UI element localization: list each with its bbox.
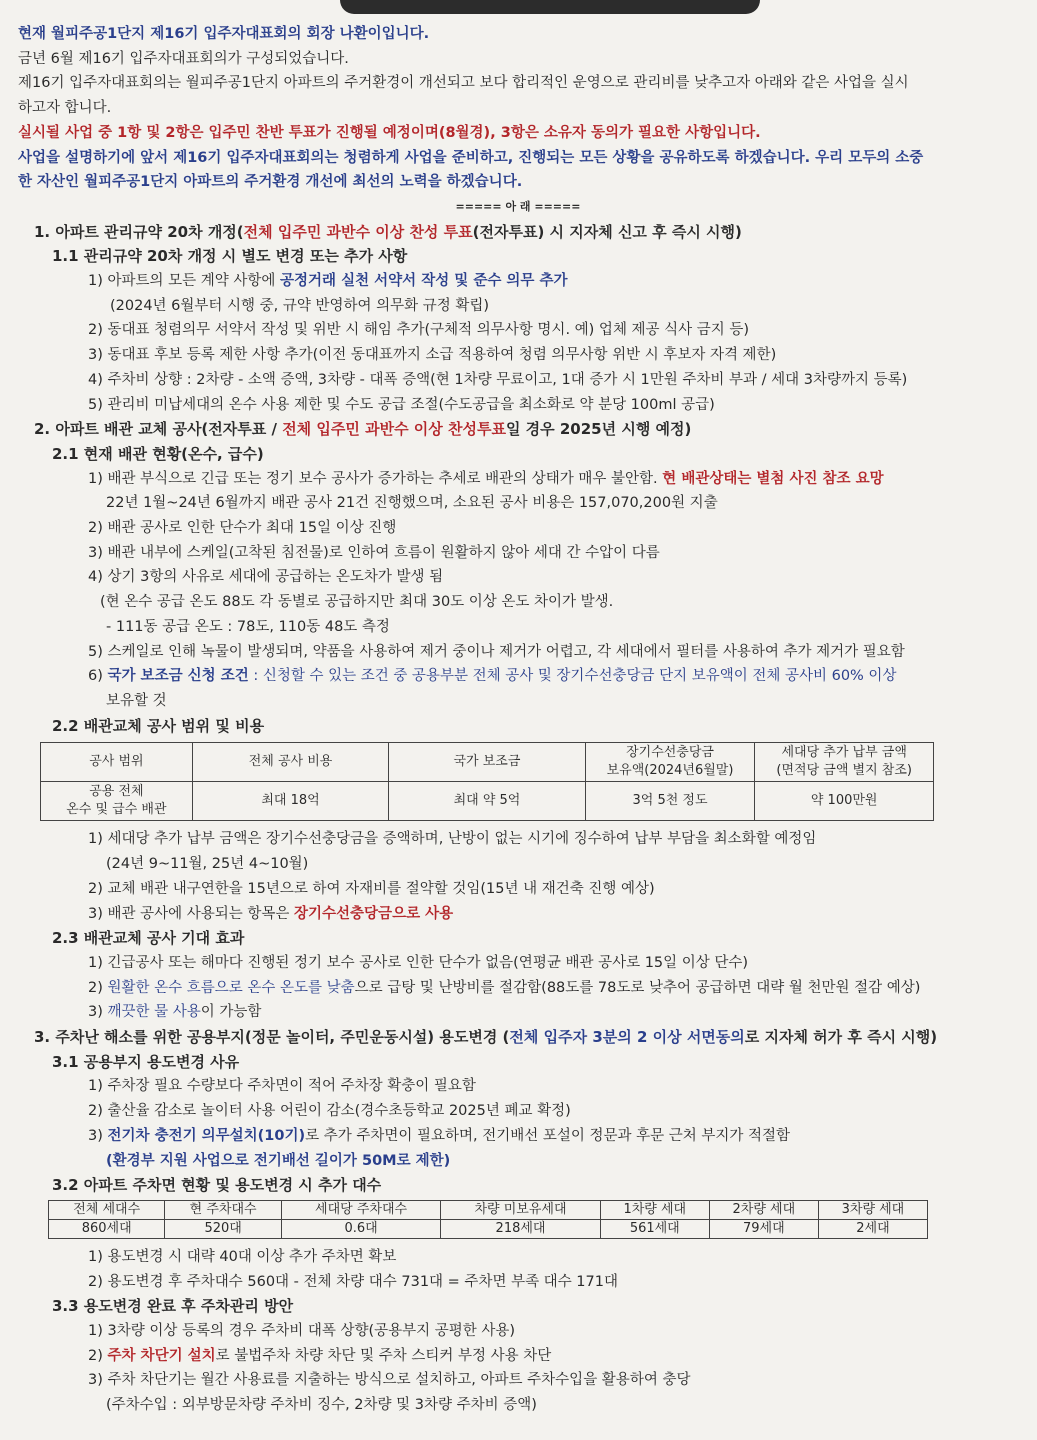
title-text: 일 경우 2025년 시행 예정) bbox=[505, 420, 692, 439]
table-cell: 2세대 bbox=[818, 1219, 927, 1238]
list-item bbox=[18, 1124, 1018, 1149]
item-text: 3) 배관 공사에 사용되는 항목은 bbox=[88, 905, 295, 922]
intro-line: 제16기 입주자대표회의는 월피주공1단지 아파트의 주거환경이 개선되고 보다 합리적인 운영으로 관리비를 낮추고자 아래와 같은 사업을 실시 bbox=[18, 75, 909, 92]
item-highlight: 전기차 충전기 의무설치(10기) bbox=[107, 1127, 306, 1144]
list-item bbox=[18, 664, 1018, 689]
list-item: 2) 교체 배관 내구연한을 15년으로 하여 자재비를 절약할 것임(15년 내 재건축 진행 예상) bbox=[88, 880, 655, 897]
list-item: 3) 주차 차단기는 월간 사용료를 지출하는 방식으로 설치하고, 아파트 주차수입을 활용하여 충당 bbox=[88, 1372, 691, 1389]
list-item: 2) 출산율 감소로 놀이터 사용 어린이 감소(경수초등학교 2025년 폐교 확정) bbox=[88, 1103, 571, 1120]
table-row bbox=[41, 782, 934, 821]
cell-text: 세대당 추가 납부 금액 bbox=[781, 745, 907, 761]
section-3-title bbox=[18, 1025, 1018, 1050]
table-cell: 218세대 bbox=[441, 1219, 600, 1238]
pipe-cost-table bbox=[40, 742, 934, 821]
item-highlight: 원활한 온수 흐름으로 온수 온도를 낮춤 bbox=[107, 979, 355, 996]
title-text: 3. 주차난 해소를 위한 공용부지(정문 놀이터, 주민운동시설) 용도변경 ( bbox=[34, 1028, 510, 1047]
parking-status-table bbox=[48, 1200, 928, 1239]
item-text: 3) bbox=[88, 1127, 108, 1144]
table-cell: 최대 약 5억 bbox=[389, 782, 585, 821]
list-item: 2) 용도변경 후 주차대수 560대 - 전체 차량 대수 731대 = 주차면 부족 대수 171대 bbox=[88, 1273, 618, 1290]
list-item: 4) 상기 3항의 사유로 세대에 공급하는 온도차가 발생 됨 bbox=[88, 569, 444, 586]
table-header-cell: 3차량 세대 bbox=[818, 1200, 927, 1219]
photo-edge-shadow bbox=[340, 0, 760, 14]
item-text: 2) bbox=[88, 979, 108, 996]
subsection-2-1-title: 2.1 현재 배관 현황(온수, 급수) bbox=[52, 444, 264, 463]
list-item: 3) 동대표 후보 등록 제한 사항 추가(이전 동대표까지 소급 적용하여 청렴 의무사항 위반 시 후보자 자격 제한) bbox=[88, 347, 777, 364]
list-item-note: (24년 9~11월, 25년 4~10월) bbox=[106, 856, 309, 873]
notice-body bbox=[18, 22, 1018, 1418]
table-cell: 약 100만원 bbox=[755, 782, 934, 821]
intro-pledge: 한 자산인 월피주공1단지 아파트의 주거환경 개선에 최선의 노력을 하겠습니다. bbox=[18, 174, 523, 191]
subsection-3-3-title: 3.3 용도변경 완료 후 주차관리 방안 bbox=[52, 1297, 294, 1316]
list-item: 4) 주차비 상향 : 2차량 - 소액 증액, 3차량 - 대폭 증액(현 1차량 무료이고, 1대 증가 시 1만원 주차비 부과 / 세대 3차량까지 등록) bbox=[88, 371, 908, 388]
item-text: 1) 아파트의 모든 계약 사항에 bbox=[88, 273, 281, 290]
list-item bbox=[18, 467, 1018, 492]
list-item: 2) 배관 공사로 인한 단수가 최대 15일 이상 진행 bbox=[88, 520, 397, 537]
list-item bbox=[18, 902, 1018, 927]
cell-text: 보유액(2024년6월말) bbox=[606, 763, 734, 779]
subsection-2-3-title: 2.3 배관교체 공사 기대 효과 bbox=[52, 929, 245, 948]
item-text: 으로 급탕 및 난방비를 절감함(88도를 78도로 낮추어 공급하면 대략 월 천만원 절감 예상) bbox=[354, 979, 921, 996]
table-header-cell: 전체 공사 비용 bbox=[192, 743, 388, 782]
title-highlight: 전체 입주민 과반수 이상 찬성투표 bbox=[282, 420, 506, 439]
subsection-3-2-title: 3.2 아파트 주차면 현황 및 용도변경 시 추가 대수 bbox=[52, 1176, 382, 1195]
list-item: 2) 동대표 청렴의무 서약서 작성 및 위반 시 해임 추가(구체적 의무사항 명시. 예) 업체 제공 식사 금지 등) bbox=[88, 322, 750, 339]
list-item bbox=[18, 1000, 1018, 1025]
intro-greeting: 현재 월피주공1단지 제16기 입주자대표회의 회장 나환이입니다. bbox=[18, 26, 430, 42]
title-text: 로 지자체 허가 후 즉시 시행) bbox=[744, 1028, 938, 1047]
list-item bbox=[18, 976, 1018, 1001]
subsection-1-1-title: 1.1 관리규약 20차 개정 시 별도 변경 또는 추가 사항 bbox=[52, 247, 408, 266]
list-item-note: (현 온수 공급 온도 88도 각 동별로 공급하지만 최대 30도 이상 온도 차이가 발생. bbox=[100, 594, 614, 611]
table-header-cell: 2차량 세대 bbox=[709, 1200, 818, 1219]
list-item-note: 보유할 것 bbox=[106, 692, 167, 709]
intro-pledge: 사업을 설명하기에 앞서 제16기 입주자대표회의는 청렴하게 사업을 준비하고, 진행되는 모든 상황을 공유하도록 하겠습니다. 우리 모두의 소중 bbox=[18, 149, 924, 166]
list-item: 1) 세대당 추가 납부 금액은 장기수선충당금을 증액하며, 난방이 없는 시기에 징수하여 납부 부담을 최소화할 예정임 bbox=[88, 831, 817, 848]
table-cell: 최대 18억 bbox=[192, 782, 388, 821]
list-item: 1) 용도변경 시 대략 40대 이상 추가 주차면 확보 bbox=[88, 1248, 397, 1265]
item-highlight: 현 배관상태는 별첨 사진 참조 요망 bbox=[662, 470, 884, 487]
cell-text: 온수 및 급수 배관 bbox=[66, 802, 167, 818]
table-cell: 520대 bbox=[165, 1219, 281, 1238]
intro-line: 금년 6월 제16기 입주자대표회의가 구성되었습니다. bbox=[18, 50, 349, 67]
list-item: 5) 관리비 미납세대의 온수 사용 제한 및 수도 공급 조절(수도공급을 최소화로 약 분당 100ml 공급) bbox=[88, 396, 715, 413]
item-highlight: 깨끗한 물 사용 bbox=[107, 1004, 201, 1021]
section-divider: ===== 아 래 ===== bbox=[455, 199, 581, 213]
list-item bbox=[18, 269, 1018, 294]
title-text: (전자투표) 시 지자체 신고 후 즉시 시행) bbox=[472, 222, 742, 241]
table-header-cell: 차량 미보유세대 bbox=[441, 1200, 600, 1219]
intro-line: 하고자 합니다. bbox=[18, 100, 112, 117]
item-text: : 신청할 수 있는 조건 중 공용부분 전체 공사 및 장기수선충당금 단지 보유액이 전체 공사비 60% 이상 bbox=[248, 668, 897, 685]
list-item: 1) 긴급공사 또는 해마다 진행된 정기 보수 공사로 인한 단수가 없음(연평균 배관 공사로 15일 이상 단수) bbox=[88, 954, 749, 971]
table-cell: 79세대 bbox=[709, 1219, 818, 1238]
list-item-note: (2024년 6월부터 시행 중, 규약 반영하여 의무화 규정 확립) bbox=[110, 297, 490, 314]
item-text: 3) bbox=[88, 1004, 108, 1021]
cell-text: (면적당 금액 별지 참조) bbox=[776, 763, 912, 779]
list-item-note: (주차수입 : 외부방문차량 주차비 징수, 2차량 및 3차량 주차비 증액) bbox=[106, 1397, 537, 1414]
table-header-cell: 1차량 세대 bbox=[600, 1200, 709, 1219]
list-item: 1) 3차량 이상 등록의 경우 주차비 대폭 상향(공용부지 공평한 사용) bbox=[88, 1323, 516, 1340]
list-item: 3) 배관 내부에 스케일(고착된 침전물)로 인하여 흐름이 원활하지 않아 세대 간 수압이 다름 bbox=[88, 544, 660, 561]
title-text: 2. 아파트 배관 교체 공사(전자투표 / bbox=[34, 420, 283, 439]
table-cell: 561세대 bbox=[600, 1219, 709, 1238]
table-row bbox=[49, 1219, 928, 1238]
table-cell bbox=[41, 782, 193, 821]
table-header-row bbox=[41, 743, 934, 782]
subsection-3-1-title: 3.1 공용부지 용도변경 사유 bbox=[52, 1052, 240, 1071]
item-text: 2) bbox=[88, 1347, 108, 1364]
item-text: 로 불법주차 차량 차단 및 주차 스티커 부정 사용 차단 bbox=[215, 1347, 552, 1364]
title-highlight: 전체 입주민 과반수 이상 찬성 투표 bbox=[243, 222, 473, 241]
list-item-note: 22년 1월~24년 6월까지 배관 공사 21건 진행했으며, 소요된 공사 비용은 157,070,200원 지출 bbox=[106, 495, 718, 512]
table-header-cell: 현 주차대수 bbox=[165, 1200, 281, 1219]
cell-text: 장기수선충당금 bbox=[626, 745, 714, 761]
item-text: 로 추가 주차면이 필요하며, 전기배선 포설이 정문과 후문 근처 부지가 적절함 bbox=[305, 1127, 791, 1144]
subsection-2-2-title: 2.2 배관교체 공사 범위 및 비용 bbox=[52, 716, 265, 735]
title-text: 1. 아파트 관리규약 20차 개정( bbox=[34, 222, 244, 241]
title-highlight: 전체 입주자 3분의 2 이상 서면동의 bbox=[509, 1028, 745, 1047]
table-header-cell bbox=[755, 743, 934, 782]
table-header-cell: 국가 보조금 bbox=[389, 743, 585, 782]
table-header-cell bbox=[585, 743, 755, 782]
table-cell: 0.6대 bbox=[281, 1219, 440, 1238]
section-1-title bbox=[18, 220, 1018, 245]
table-header-row bbox=[49, 1200, 928, 1219]
item-text: 이 가능함 bbox=[200, 1004, 262, 1021]
item-text: 1) 배관 부식으로 긴급 또는 정기 보수 공사가 증가하는 추세로 배관의 상태가 매우 불안함. bbox=[88, 470, 663, 487]
table-header-cell: 세대당 주차대수 bbox=[281, 1200, 440, 1219]
table-cell: 860세대 bbox=[49, 1219, 165, 1238]
item-text: 6) bbox=[88, 668, 108, 685]
cell-text: 공용 전체 bbox=[89, 784, 144, 800]
intro-vote-notice: 실시될 사업 중 1항 및 2항은 입주민 찬반 투표가 진행될 예정이며(8월경), 3항은 소유자 동의가 필요한 사항입니다. bbox=[18, 124, 761, 141]
list-item: 1) 주차장 필요 수량보다 주차면이 적어 주차장 확충이 필요함 bbox=[88, 1078, 476, 1095]
item-highlight: 장기수선충당금으로 사용 bbox=[294, 905, 454, 922]
section-2-title bbox=[18, 417, 1018, 442]
table-header-cell: 전체 세대수 bbox=[49, 1200, 165, 1219]
list-item-note: (환경부 지원 사업으로 전기배선 길이가 50M로 제한) bbox=[106, 1152, 451, 1169]
list-item-note: - 111동 공급 온도 : 78도, 110동 48도 측정 bbox=[106, 618, 390, 635]
item-highlight: 주차 차단기 설치 bbox=[107, 1347, 216, 1364]
table-cell: 3억 5천 정도 bbox=[585, 782, 755, 821]
list-item bbox=[18, 1344, 1018, 1369]
table-header-cell: 공사 범위 bbox=[41, 743, 193, 782]
item-highlight: 공정거래 실천 서약서 작성 및 준수 의무 추가 bbox=[280, 273, 568, 290]
item-highlight: 국가 보조금 신청 조건 bbox=[107, 668, 249, 685]
list-item: 5) 스케일로 인해 녹물이 발생되며, 약품을 사용하여 제거 중이나 제거가 어렵고, 각 세대에서 필터를 사용하여 추가 제거가 필요함 bbox=[88, 643, 905, 660]
